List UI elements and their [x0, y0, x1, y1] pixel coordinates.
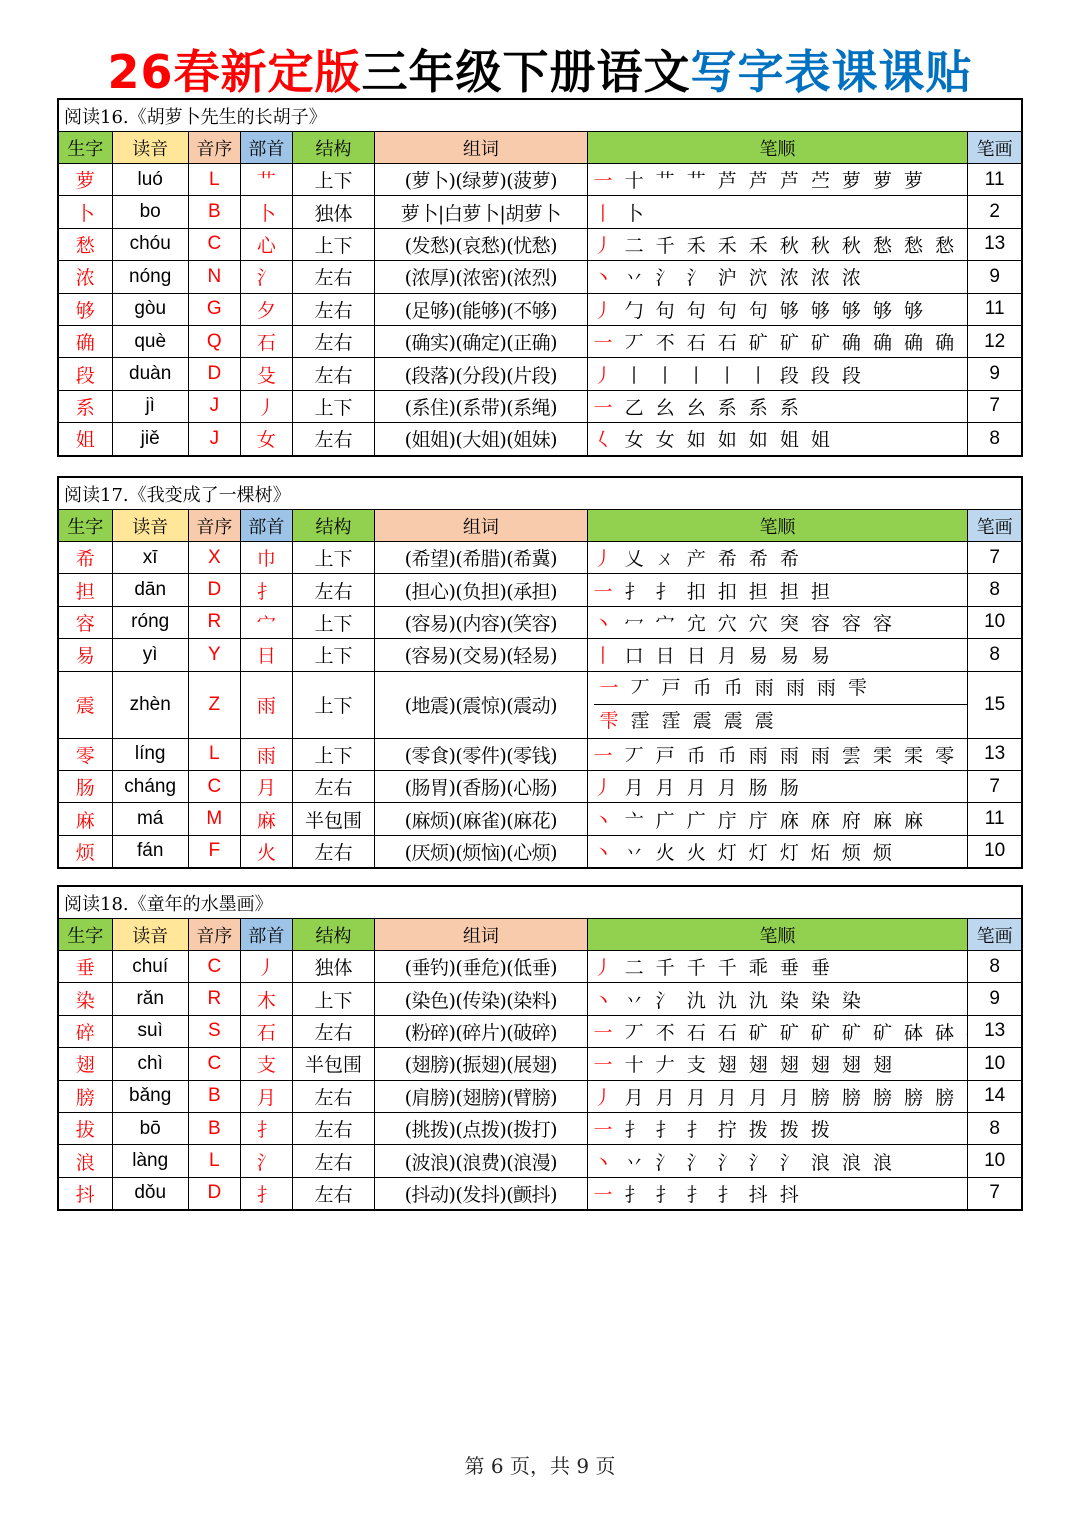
words-cell: 萝卜|白萝卜|胡萝卜: [375, 196, 587, 228]
stroke-count-cell: 7: [968, 390, 1022, 422]
table-row: [58, 293, 1022, 325]
pinyin-cell: bǎng: [112, 1080, 188, 1112]
stroke-order-cell: 丶 丷 氵 氿 氿 氿 染 染 染: [587, 983, 968, 1015]
stroke-order-cell: 丶 亠 广 广 庁 庁 庥 庥 府 麻 麻: [587, 803, 968, 835]
letter-cell: S: [188, 1015, 240, 1047]
letter-cell: J: [188, 423, 240, 456]
letter-cell: B: [188, 1080, 240, 1112]
letter-cell: X: [188, 542, 240, 574]
lesson-title-row: [58, 886, 1022, 919]
radical-cell: 扌: [240, 1177, 292, 1210]
table-row: [58, 639, 1022, 671]
words-cell: (担心)(负担)(承担): [375, 574, 587, 606]
char-cell: 烦: [58, 835, 112, 868]
stroke-order-cell: 丨 卜: [587, 196, 968, 228]
radical-cell: 卜: [240, 196, 292, 228]
letter-cell: B: [188, 1112, 240, 1144]
letter-cell: L: [188, 1145, 240, 1177]
char-cell: 浓: [58, 261, 112, 293]
radical-cell: 石: [240, 325, 292, 357]
header-words: 组词: [375, 919, 587, 951]
radical-cell: 氵: [240, 261, 292, 293]
words-cell: (容易)(内容)(笑容): [375, 606, 587, 638]
char-cell: 浪: [58, 1145, 112, 1177]
table-row: [58, 325, 1022, 357]
radical-cell: 雨: [240, 671, 292, 738]
stroke-count-cell: 13: [968, 1015, 1022, 1047]
stroke-count-cell: 14: [968, 1080, 1022, 1112]
stroke-order-cell: 丿 乂 ㄨ 产 希 希 希: [587, 542, 968, 574]
stroke-order-cell: 一 乙 幺 幺 系 系 系: [587, 390, 968, 422]
words-cell: (挑拨)(点拨)(拨打): [375, 1112, 587, 1144]
letter-cell: D: [188, 1177, 240, 1210]
table-row: [58, 164, 1022, 196]
radical-cell: 氵: [240, 1145, 292, 1177]
header-pinyin: 读音: [112, 510, 188, 542]
lesson-table-16: [57, 98, 1023, 457]
letter-cell: L: [188, 738, 240, 770]
stroke-order-cell: 丨 口 日 日 月 易 易 易: [587, 639, 968, 671]
structure-cell: 左右: [292, 770, 374, 802]
stroke-count-cell: 7: [968, 770, 1022, 802]
structure-cell: 左右: [292, 423, 374, 456]
structure-cell: 上下: [292, 671, 374, 738]
header-count: 笔画: [968, 132, 1022, 164]
words-cell: (足够)(能够)(不够): [375, 293, 587, 325]
table-row: [58, 1145, 1022, 1177]
radical-cell: 火: [240, 835, 292, 868]
char-cell: 萝: [58, 164, 112, 196]
letter-cell: F: [188, 835, 240, 868]
structure-cell: 独体: [292, 196, 374, 228]
words-cell: (希望)(希腊)(希冀): [375, 542, 587, 574]
stroke-order-cell: 𡿨 女 女 如 如 如 姐 姐: [587, 423, 968, 456]
stroke-order-cell: 一 扌 扌 扣 扣 担 担 担: [587, 574, 968, 606]
stroke-count-cell: 15: [968, 671, 1022, 738]
pinyin-cell: gòu: [112, 293, 188, 325]
header-count: 笔画: [968, 919, 1022, 951]
words-cell: (确实)(确定)(正确): [375, 325, 587, 357]
radical-cell: 女: [240, 423, 292, 456]
stroke-order-cell: 一 丆 不 石 石 矿 矿 矿 矿 矿 砵 砵: [587, 1015, 968, 1047]
pinyin-cell: zhèn: [112, 671, 188, 738]
header-strokes: 笔顺: [587, 510, 968, 542]
structure-cell: 上下: [292, 164, 374, 196]
table-row: [58, 196, 1022, 228]
char-cell: 姐: [58, 423, 112, 456]
header-char: 生字: [58, 919, 112, 951]
stroke-count-cell: 10: [968, 1048, 1022, 1080]
stroke-count-cell: 11: [968, 293, 1022, 325]
char-cell: 翅: [58, 1048, 112, 1080]
header-char: 生字: [58, 510, 112, 542]
pinyin-cell: jì: [112, 390, 188, 422]
pinyin-cell: xī: [112, 542, 188, 574]
letter-cell: L: [188, 164, 240, 196]
lesson-title: 阅读18.《童年的水墨画》: [58, 886, 1022, 919]
stroke-order-cell: 丿 月 月 月 月 肠 肠: [587, 770, 968, 802]
pinyin-cell: yì: [112, 639, 188, 671]
header-structure: 结构: [292, 132, 374, 164]
structure-cell: 左右: [292, 261, 374, 293]
char-cell: 段: [58, 358, 112, 390]
char-cell: 希: [58, 542, 112, 574]
stroke-order-cell: 丶 丷 氵 氵 氵 氵 氵 浪 浪 浪: [587, 1145, 968, 1177]
char-cell: 愁: [58, 228, 112, 260]
table-row: [58, 1015, 1022, 1047]
pinyin-cell: líng: [112, 738, 188, 770]
header-structure: 结构: [292, 919, 374, 951]
structure-cell: 上下: [292, 738, 374, 770]
lesson-title: 阅读16.《胡萝卜先生的长胡子》: [58, 99, 1022, 132]
char-cell: 抖: [58, 1177, 112, 1210]
words-cell: (麻烦)(麻雀)(麻花): [375, 803, 587, 835]
radical-cell: 木: [240, 983, 292, 1015]
words-cell: (波浪)(浪费)(浪漫): [375, 1145, 587, 1177]
radical-cell: 巾: [240, 542, 292, 574]
structure-cell: 半包围: [292, 803, 374, 835]
header-radical: 部首: [240, 510, 292, 542]
radical-cell: 雨: [240, 738, 292, 770]
structure-cell: 左右: [292, 835, 374, 868]
char-cell: 碎: [58, 1015, 112, 1047]
words-cell: (垂钓)(垂危)(低垂): [375, 951, 587, 983]
radical-cell: 扌: [240, 1112, 292, 1144]
char-cell: 担: [58, 574, 112, 606]
stroke-count-cell: 13: [968, 738, 1022, 770]
structure-cell: 左右: [292, 358, 374, 390]
char-cell: 确: [58, 325, 112, 357]
stroke-count-cell: 13: [968, 228, 1022, 260]
header-structure: 结构: [292, 510, 374, 542]
radical-cell: 丿: [240, 390, 292, 422]
table-row: [58, 803, 1022, 835]
structure-cell: 半包围: [292, 1048, 374, 1080]
structure-cell: 上下: [292, 639, 374, 671]
header-row: [58, 510, 1022, 542]
header-letter: 音序: [188, 510, 240, 542]
letter-cell: G: [188, 293, 240, 325]
letter-cell: C: [188, 228, 240, 260]
radical-cell: 麻: [240, 803, 292, 835]
stroke-order-line: 一 丆 戸 币 币 雨 雨 雨 雫: [599, 677, 870, 700]
pinyin-cell: duàn: [112, 358, 188, 390]
stroke-order-cell: 一 扌 扌 扌 扌 抖 抖: [587, 1177, 968, 1210]
stroke-order-cell: 丿 丨 丨 丨 丨 丨 段 段 段: [587, 358, 968, 390]
stroke-order-cell: 丿 月 月 月 月 月 月 膀 膀 膀 膀 膀: [587, 1080, 968, 1112]
stroke-count-cell: 11: [968, 164, 1022, 196]
words-cell: (姐姐)(大姐)(姐妹): [375, 423, 587, 456]
structure-cell: 上下: [292, 606, 374, 638]
header-radical: 部首: [240, 919, 292, 951]
pinyin-cell: luó: [112, 164, 188, 196]
stroke-count-cell: 7: [968, 1177, 1022, 1210]
header-letter: 音序: [188, 919, 240, 951]
table-row: [58, 738, 1022, 770]
structure-cell: 左右: [292, 293, 374, 325]
title-part-red: 26春新定版: [107, 45, 362, 99]
stroke-count-cell: 8: [968, 951, 1022, 983]
radical-cell: 扌: [240, 574, 292, 606]
table-row: [58, 1177, 1022, 1210]
letter-cell: Z: [188, 671, 240, 738]
header-words: 组词: [375, 510, 587, 542]
page-title: [0, 36, 1080, 102]
char-cell: 零: [58, 738, 112, 770]
structure-cell: 上下: [292, 390, 374, 422]
pinyin-cell: chì: [112, 1048, 188, 1080]
pinyin-cell: rǎn: [112, 983, 188, 1015]
stroke-order-cell: [587, 671, 968, 738]
radical-cell: 心: [240, 228, 292, 260]
pinyin-cell: chóu: [112, 228, 188, 260]
header-strokes: 笔顺: [587, 919, 968, 951]
char-cell: 拔: [58, 1112, 112, 1144]
table-row: [58, 983, 1022, 1015]
title-part-blue: 写字表课课贴: [690, 45, 973, 99]
lesson-title: 阅读17.《我变成了一棵树》: [58, 477, 1022, 510]
pinyin-cell: jiě: [112, 423, 188, 456]
stroke-count-cell: 8: [968, 639, 1022, 671]
stroke-order-cell: 一 丆 不 石 石 矿 矿 矿 确 确 确 确: [587, 325, 968, 357]
table-row: [58, 770, 1022, 802]
stroke-count-cell: 9: [968, 983, 1022, 1015]
words-cell: (段落)(分段)(片段): [375, 358, 587, 390]
char-cell: 染: [58, 983, 112, 1015]
pinyin-cell: má: [112, 803, 188, 835]
stroke-order-cell: 一 扌 扌 扌 拧 拨 拨 拨: [587, 1112, 968, 1144]
pinyin-cell: dǒu: [112, 1177, 188, 1210]
stroke-count-cell: 8: [968, 1112, 1022, 1144]
stroke-count-cell: 12: [968, 325, 1022, 357]
letter-cell: N: [188, 261, 240, 293]
letter-cell: D: [188, 574, 240, 606]
radical-cell: 日: [240, 639, 292, 671]
letter-cell: Q: [188, 325, 240, 357]
words-cell: (发愁)(哀愁)(忧愁): [375, 228, 587, 260]
radical-cell: 月: [240, 1080, 292, 1112]
stroke-count-cell: 8: [968, 574, 1022, 606]
char-cell: 麻: [58, 803, 112, 835]
structure-cell: 左右: [292, 325, 374, 357]
letter-cell: Y: [188, 639, 240, 671]
table-row: [58, 228, 1022, 260]
stroke-count-cell: 7: [968, 542, 1022, 574]
char-cell: 容: [58, 606, 112, 638]
stroke-count-cell: 8: [968, 423, 1022, 456]
table-row: [58, 1048, 1022, 1080]
char-cell: 肠: [58, 770, 112, 802]
char-cell: 够: [58, 293, 112, 325]
words-cell: (容易)(交易)(轻易): [375, 639, 587, 671]
radical-cell: 夕: [240, 293, 292, 325]
table-row: [58, 261, 1022, 293]
lesson-table-17: [57, 476, 1023, 869]
stroke-order-cell: 丿 勹 句 句 句 句 够 够 够 够 够: [587, 293, 968, 325]
letter-cell: C: [188, 770, 240, 802]
stroke-count-cell: 2: [968, 196, 1022, 228]
words-cell: (肠胃)(香肠)(心肠): [375, 770, 587, 802]
radical-cell: 殳: [240, 358, 292, 390]
structure-cell: 上下: [292, 983, 374, 1015]
table-row: [58, 671, 1022, 738]
table-row: [58, 574, 1022, 606]
pinyin-cell: róng: [112, 606, 188, 638]
words-cell: (翅膀)(振翅)(展翅): [375, 1048, 587, 1080]
words-cell: (零食)(零件)(零钱): [375, 738, 587, 770]
table-row: [58, 390, 1022, 422]
radical-cell: 支: [240, 1048, 292, 1080]
table-row: [58, 358, 1022, 390]
title-part-black: 三年级下册语文: [361, 45, 691, 99]
stroke-order-cell: 一 十 𠂇 支 翅 翅 翅 翅 翅 翅: [587, 1048, 968, 1080]
letter-cell: R: [188, 606, 240, 638]
header-words: 组词: [375, 132, 587, 164]
stroke-count-cell: 10: [968, 606, 1022, 638]
stroke-order-cell: 丿 二 千 千 千 乖 垂 垂: [587, 951, 968, 983]
letter-cell: C: [188, 1048, 240, 1080]
table-row: [58, 423, 1022, 456]
stroke-count-cell: 10: [968, 1145, 1022, 1177]
stroke-order-cell: 丶 冖 宀 宂 穴 穴 突 容 容 容: [587, 606, 968, 638]
table-row: [58, 606, 1022, 638]
char-cell: 垂: [58, 951, 112, 983]
words-cell: (厌烦)(烦恼)(心烦): [375, 835, 587, 868]
words-cell: (抖动)(发抖)(颤抖): [375, 1177, 587, 1210]
table-row: [58, 1112, 1022, 1144]
pinyin-cell: làng: [112, 1145, 188, 1177]
header-radical: 部首: [240, 132, 292, 164]
words-cell: (地震)(震惊)(震动): [375, 671, 587, 738]
radical-cell: 宀: [240, 606, 292, 638]
page-footer: 第 6 页，共 9 页: [464, 1454, 616, 1478]
pinyin-cell: bo: [112, 196, 188, 228]
header-pinyin: 读音: [112, 132, 188, 164]
words-cell: (染色)(传染)(染料): [375, 983, 587, 1015]
pinyin-cell: chuí: [112, 951, 188, 983]
pinyin-cell: fán: [112, 835, 188, 868]
structure-cell: 上下: [292, 542, 374, 574]
header-strokes: 笔顺: [587, 132, 968, 164]
char-cell: 系: [58, 390, 112, 422]
structure-cell: 左右: [292, 1177, 374, 1210]
pinyin-cell: cháng: [112, 770, 188, 802]
pinyin-cell: dān: [112, 574, 188, 606]
char-cell: 膀: [58, 1080, 112, 1112]
radical-cell: 石: [240, 1015, 292, 1047]
header-count: 笔画: [968, 510, 1022, 542]
words-cell: (萝卜)(绿萝)(菠萝): [375, 164, 587, 196]
pinyin-cell: suì: [112, 1015, 188, 1047]
structure-cell: 左右: [292, 1145, 374, 1177]
table-row: [58, 951, 1022, 983]
pinyin-cell: què: [112, 325, 188, 357]
stroke-order-cell: 一 十 艹 艹 芦 芦 芦 苎 萝 萝 萝: [587, 164, 968, 196]
structure-cell: 上下: [292, 228, 374, 260]
structure-cell: 左右: [292, 574, 374, 606]
stroke-order-cell: 丿 二 千 禾 禾 禾 秋 秋 秋 愁 愁 愁: [587, 228, 968, 260]
table-row: [58, 1080, 1022, 1112]
lesson-title-row: [58, 477, 1022, 510]
radical-cell: 月: [240, 770, 292, 802]
header-pinyin: 读音: [112, 919, 188, 951]
letter-cell: M: [188, 803, 240, 835]
structure-cell: 独体: [292, 951, 374, 983]
stroke-order-cell: 丶 丷 氵 氵 沪 泬 浓 浓 浓: [587, 261, 968, 293]
stroke-count-cell: 9: [968, 261, 1022, 293]
stroke-order-line: 雫 霔 霔 震 震 震: [594, 704, 968, 737]
structure-cell: 左右: [292, 1015, 374, 1047]
letter-cell: B: [188, 196, 240, 228]
table-row: [58, 542, 1022, 574]
stroke-count-cell: 11: [968, 803, 1022, 835]
char-cell: 易: [58, 639, 112, 671]
radical-cell: 艹: [240, 164, 292, 196]
table-row: [58, 835, 1022, 868]
char-cell: 卜: [58, 196, 112, 228]
stroke-count-cell: 10: [968, 835, 1022, 868]
header-row: [58, 919, 1022, 951]
lesson-title-row: [58, 99, 1022, 132]
words-cell: (粉碎)(碎片)(破碎): [375, 1015, 587, 1047]
structure-cell: 左右: [292, 1080, 374, 1112]
radical-cell: 丿: [240, 951, 292, 983]
stroke-count-cell: 9: [968, 358, 1022, 390]
lesson-table-18: [57, 885, 1023, 1211]
pinyin-cell: bō: [112, 1112, 188, 1144]
stroke-order-cell: 丶 丷 火 火 灯 灯 灯 炻 烦 烦: [587, 835, 968, 868]
header-char: 生字: [58, 132, 112, 164]
pinyin-cell: nóng: [112, 261, 188, 293]
letter-cell: J: [188, 390, 240, 422]
words-cell: (系住)(系带)(系绳): [375, 390, 587, 422]
stroke-order-cell: 一 丆 戸 币 币 雨 雨 雨 雲 雬 雬 零: [587, 738, 968, 770]
letter-cell: D: [188, 358, 240, 390]
header-letter: 音序: [188, 132, 240, 164]
letter-cell: C: [188, 951, 240, 983]
char-cell: 震: [58, 671, 112, 738]
header-row: [58, 132, 1022, 164]
structure-cell: 左右: [292, 1112, 374, 1144]
words-cell: (肩膀)(翅膀)(臂膀): [375, 1080, 587, 1112]
letter-cell: R: [188, 983, 240, 1015]
words-cell: (浓厚)(浓密)(浓烈): [375, 261, 587, 293]
